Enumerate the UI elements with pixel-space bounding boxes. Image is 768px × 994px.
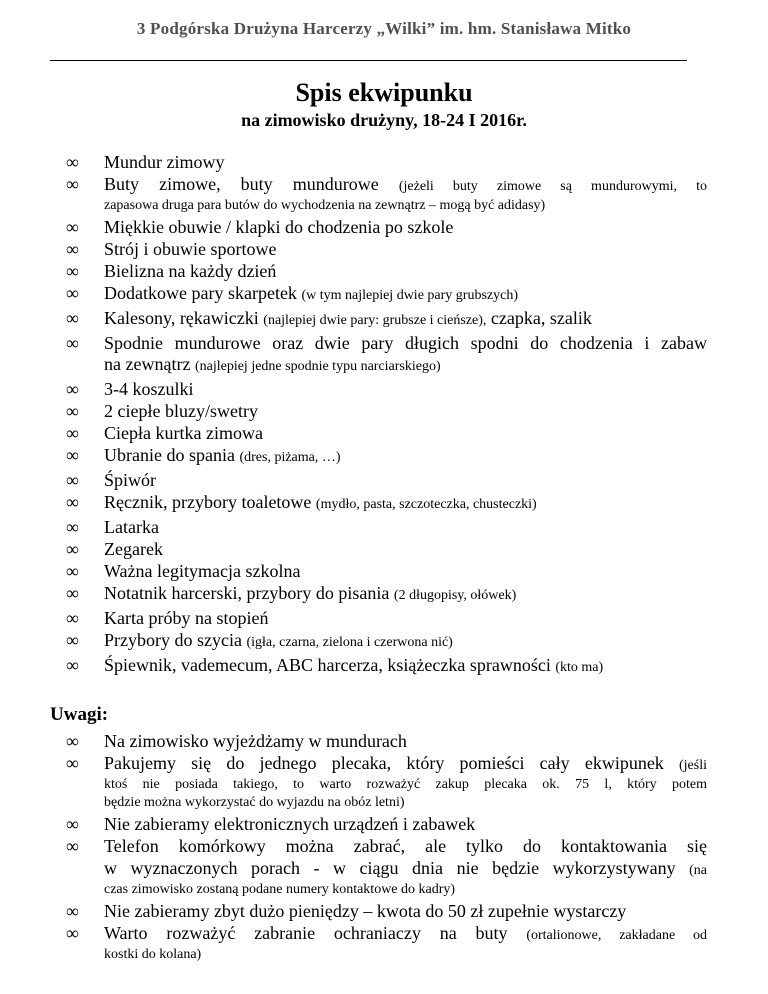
item-text: Bielizna na każdy dzień: [104, 261, 277, 281]
item-text-continued: na zewnątrz: [104, 354, 191, 374]
list-item: [0, 835, 707, 900]
list-item: [0, 238, 707, 260]
item-note: (mydło, pasta, szczoteczka, chusteczki): [315, 497, 537, 512]
header-rule: [50, 60, 687, 61]
organization-header: 3 Podgórska Drużyna Harcerzy „Wilki” im. hm. Stanisława Mitko: [136, 19, 632, 38]
list-item: [0, 444, 707, 469]
list-item: [0, 582, 707, 607]
item-text: Dodatkowe pary skarpetek: [104, 283, 297, 303]
notes-heading: Uwagi:: [50, 704, 109, 725]
list-item: [0, 282, 707, 307]
list-item: [0, 469, 707, 491]
infinity-bullet-icon: ∞: [66, 836, 79, 856]
list-item: [0, 378, 707, 400]
infinity-bullet-icon: ∞: [66, 753, 79, 773]
note-text: Nie zabieramy elektronicznych urządzeń i zabawek: [104, 814, 476, 834]
item-text: Latarka: [104, 517, 159, 537]
item-text: Karta próby na stopień: [104, 608, 269, 628]
infinity-bullet-icon: ∞: [66, 630, 79, 650]
list-item: [0, 813, 707, 835]
infinity-bullet-icon: ∞: [66, 217, 79, 237]
note-text-continued: w wyznaczonych porach - w ciągu dnia nie będzie wykorzystywany: [104, 858, 676, 878]
equipment-list: [0, 151, 707, 679]
note-aside-continued: ktoś nie posiada takiego, to warto rozważyć zakup plecaka ok. 75 l, który potem: [104, 777, 707, 792]
item-note: (w tym najlepiej dwie pary grubszych): [301, 288, 518, 303]
item-text: Ciepła kurtka zimowa: [104, 423, 263, 443]
item-note: (igła, czarna, zielona i czerwona nić): [246, 635, 453, 650]
list-item: [0, 752, 707, 813]
note-aside: (ortalionowe, zakładane od: [526, 928, 707, 943]
item-text: Ręcznik, przybory toaletowe: [104, 492, 312, 512]
item-text: Buty zimowe, buty mundurowe: [104, 174, 379, 194]
infinity-bullet-icon: ∞: [66, 174, 79, 194]
infinity-bullet-icon: ∞: [66, 492, 79, 512]
item-text: Spodnie mundurowe oraz dwie pary długich spodni do chodzenia i zabaw: [104, 333, 707, 353]
list-item: [0, 173, 707, 216]
item-text-tail: czapka, szalik: [490, 308, 592, 328]
list-item: [0, 922, 707, 965]
note-aside-continued: czas zimowisko zostaną podane numery kontaktowe do kadry): [104, 882, 456, 897]
item-text: Przybory do szycia: [104, 630, 242, 650]
notes-list: [0, 730, 707, 965]
list-item: [0, 151, 707, 173]
list-item: [0, 260, 707, 282]
infinity-bullet-icon: ∞: [66, 901, 79, 921]
item-text: Ważna legitymacja szkolna: [104, 561, 301, 581]
infinity-bullet-icon: ∞: [66, 379, 79, 399]
list-item: [0, 307, 707, 332]
list-item: [0, 538, 707, 560]
infinity-bullet-icon: ∞: [66, 583, 79, 603]
infinity-bullet-icon: ∞: [66, 445, 79, 465]
item-text: 2 ciepłe bluzy/swetry: [104, 401, 258, 421]
list-item: [0, 216, 707, 238]
infinity-bullet-icon: ∞: [66, 539, 79, 559]
item-text: Kalesony, rękawiczki: [104, 308, 259, 328]
page-subtitle: na zimowisko drużyny, 18-24 I 2016r.: [241, 110, 527, 130]
infinity-bullet-icon: ∞: [66, 731, 79, 751]
infinity-bullet-icon: ∞: [66, 470, 79, 490]
item-text: Mundur zimowy: [104, 152, 225, 172]
item-text: Miękkie obuwie / klapki do chodzenia po szkole: [104, 217, 454, 237]
item-text: 3-4 koszulki: [104, 379, 194, 399]
note-aside: (jeśli: [679, 758, 707, 773]
infinity-bullet-icon: ∞: [66, 814, 79, 834]
note-text: Pakujemy się do jednego plecaka, który pomieści cały ekwipunek: [104, 753, 664, 773]
list-item: [0, 560, 707, 582]
item-note-continued: zapasowa druga para butów do wychodzenia na zewnątrz – mogą być adidasy): [104, 198, 546, 213]
list-item: [0, 491, 707, 516]
item-note: (dres, piżama, …): [239, 450, 341, 465]
note-text: Telefon komórkowy można zabrać, ale tylko do kontaktowania się: [104, 836, 707, 856]
item-note: (kto ma): [555, 660, 604, 675]
item-note: (2 długopisy, ołówek): [393, 588, 517, 603]
note-aside: (na: [689, 863, 707, 878]
infinity-bullet-icon: ∞: [66, 152, 79, 172]
infinity-bullet-icon: ∞: [66, 239, 79, 259]
infinity-bullet-icon: ∞: [66, 261, 79, 281]
list-item: [0, 516, 707, 538]
item-text: Zegarek: [104, 539, 163, 559]
item-text: Ubranie do spania: [104, 445, 235, 465]
item-text: Śpiewnik, vademecum, ABC harcerza, książeczka sprawności: [104, 655, 551, 675]
list-item: [0, 422, 707, 444]
item-text: Śpiwór: [104, 470, 157, 490]
infinity-bullet-icon: ∞: [66, 517, 79, 537]
list-item: [0, 629, 707, 654]
note-aside-continued: kostki do kolana): [104, 947, 202, 962]
item-note: (najlepiej jedne spodnie typu narciarskiego): [194, 359, 441, 374]
infinity-bullet-icon: ∞: [66, 333, 79, 353]
item-text: Strój i obuwie sportowe: [104, 239, 277, 259]
infinity-bullet-icon: ∞: [66, 283, 79, 303]
item-text: Notatnik harcerski, przybory do pisania: [104, 583, 390, 603]
item-note: (jeżeli buty zimowe są mundurowymi, to: [398, 179, 707, 194]
page-title: Spis ekwipunku: [295, 78, 473, 107]
list-item: [0, 654, 707, 679]
note-text: Na zimowisko wyjeżdżamy w mundurach: [104, 731, 407, 751]
list-item: [0, 332, 707, 378]
list-item: [0, 730, 707, 752]
infinity-bullet-icon: ∞: [66, 655, 79, 675]
infinity-bullet-icon: ∞: [66, 401, 79, 421]
infinity-bullet-icon: ∞: [66, 561, 79, 581]
note-text: Nie zabieramy zbyt dużo pieniędzy – kwota do 50 zł zupełnie wystarczy: [104, 901, 627, 921]
item-note: (najlepiej dwie pary: grubsze i cieńsze),: [263, 313, 487, 328]
note-aside-continued: będzie można wykorzystać do wyjazdu na obóz letni): [104, 795, 405, 810]
list-item: [0, 900, 707, 922]
list-item: [0, 400, 707, 422]
infinity-bullet-icon: ∞: [66, 923, 79, 943]
note-text: Warto rozważyć zabranie ochraniaczy na buty: [104, 923, 508, 943]
infinity-bullet-icon: ∞: [66, 423, 79, 443]
infinity-bullet-icon: ∞: [66, 608, 79, 628]
infinity-bullet-icon: ∞: [66, 308, 79, 328]
list-item: [0, 607, 707, 629]
